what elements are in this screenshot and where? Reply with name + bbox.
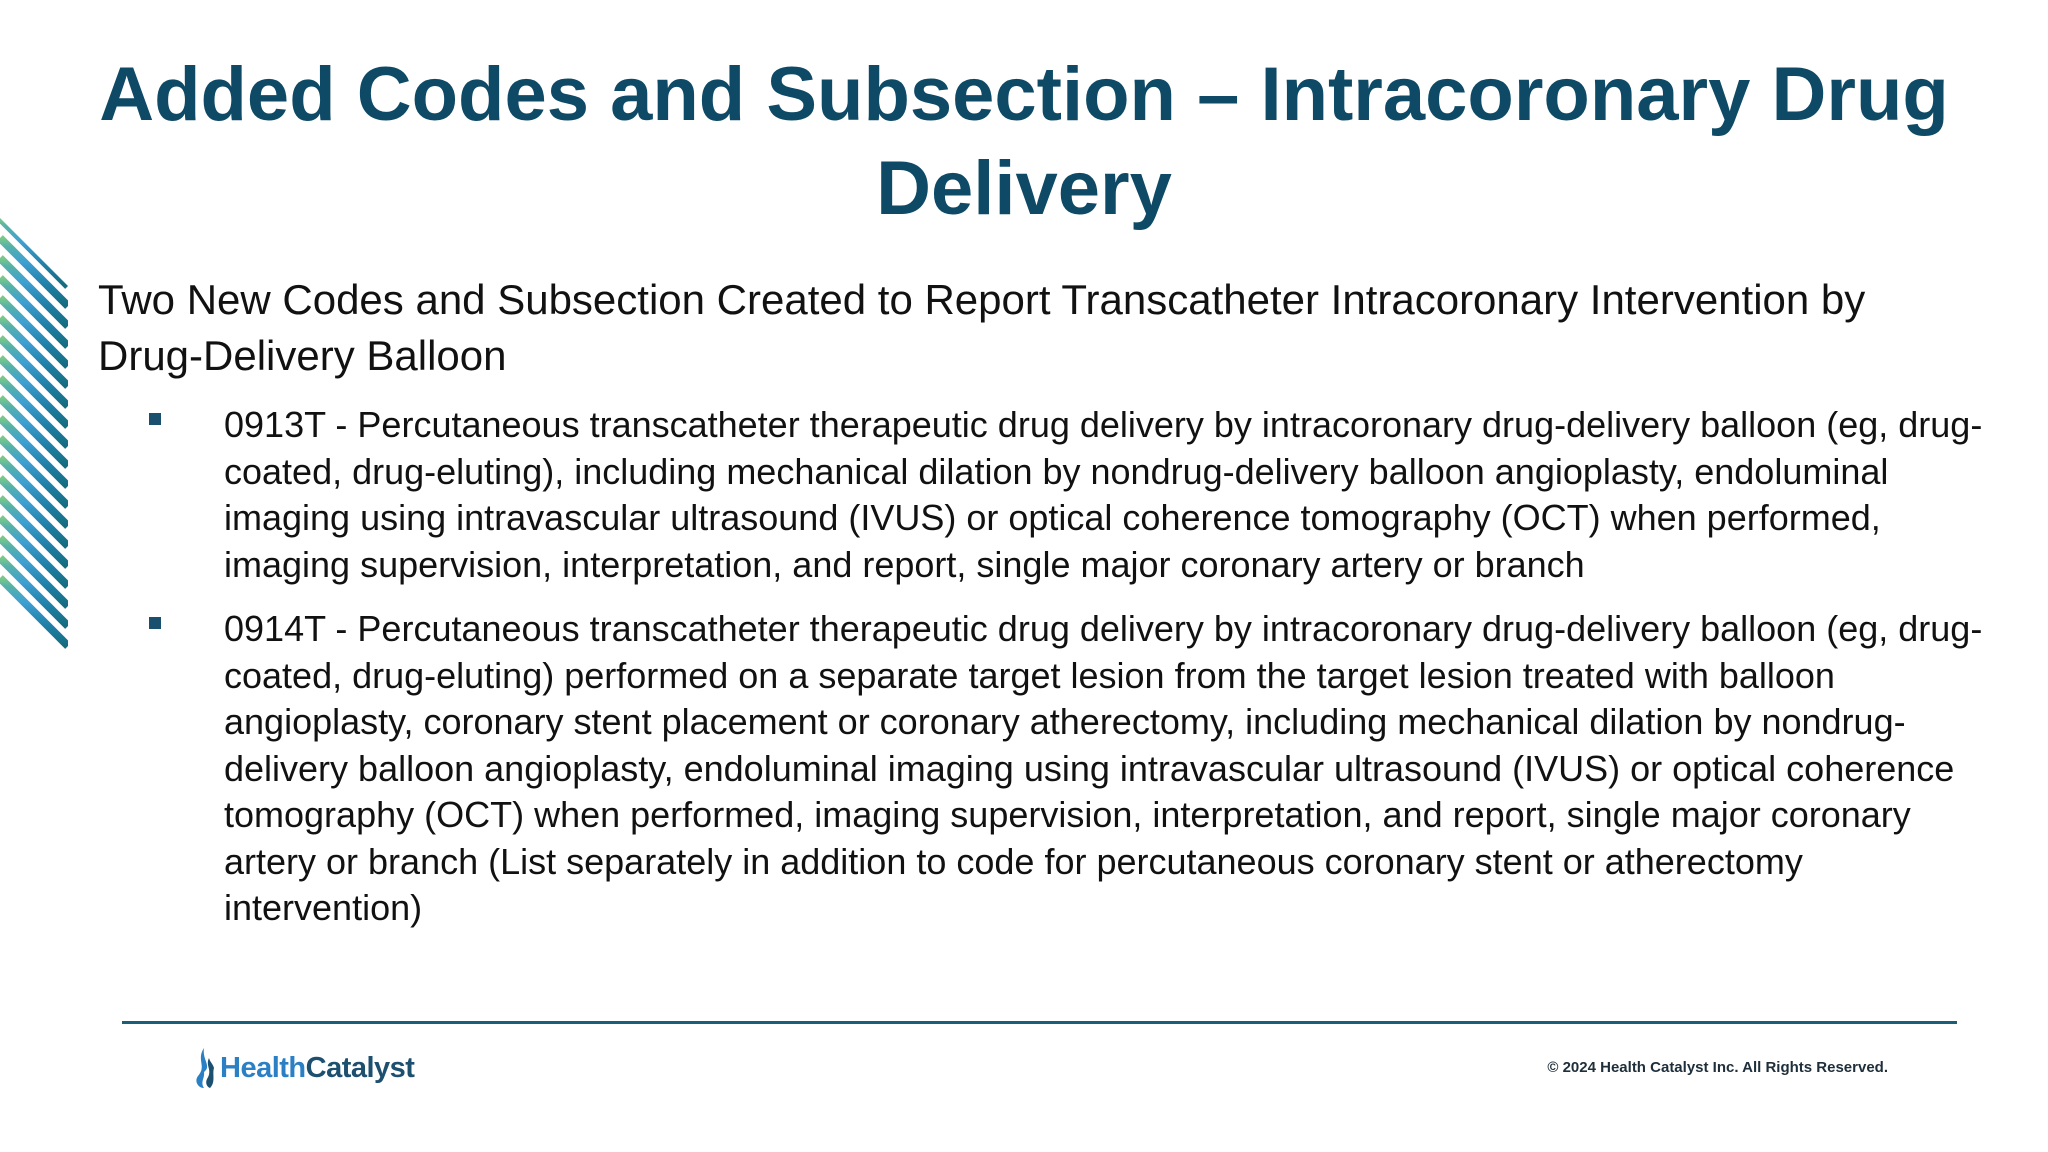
- square-bullet-icon: [149, 617, 161, 629]
- flame-logo-icon: [192, 1046, 216, 1090]
- logo-word-catalyst: Catalyst: [305, 1051, 415, 1084]
- bullet-item-0914t: [0, 606, 2048, 932]
- bullet-text: 0913T - Percutaneous transcatheter therapeutic drug delivery by intracoronary drug-delivery balloon (eg, drug-coated, drug-eluting), including mechanical dilation by nondrug-delivery balloon angioplasty, endoluminal imaging using intravascular ultrasound (IVUS) or optical coherence tomography (OCT) when performed, imaging supervision, interpretation, and report, single major coronary artery or branch: [224, 404, 1983, 585]
- logo-word-health: Health: [220, 1051, 306, 1084]
- footer-divider: [122, 1021, 1957, 1024]
- health-catalyst-logo: [192, 1046, 414, 1090]
- bullet-text: 0914T - Percutaneous transcatheter therapeutic drug delivery by intracoronary drug-delivery balloon (eg, drug-coated, drug-eluting) performed on a separate target lesion from the target lesion treated with balloon angioplasty, coronary stent placement or coronary atherectomy, including mechanical dilation by nondrug-delivery balloon angioplasty, endoluminal imaging using intravascular ultrasound (IVUS) or optical coherence tomography (OCT) when performed, imaging supervision, interpretation, and report, single major coronary artery or branch (List separately in addition to code for percutaneous coronary stent or atherectomy intervention): [224, 608, 1983, 928]
- slide-title: Added Codes and Subsection – Intracoronary Drug Delivery: [99, 52, 1949, 231]
- bullet-item-0913t: [0, 402, 2048, 588]
- square-bullet-icon: [149, 413, 161, 425]
- slide-subtitle: Two New Codes and Subsection Created to Report Transcatheter Intracoronary Intervention by Drug-Delivery Balloon: [98, 276, 1866, 379]
- code-bullet-list: [0, 402, 2048, 950]
- copyright-notice: © 2024 Health Catalyst Inc. All Rights Reserved.: [1547, 1059, 1888, 1076]
